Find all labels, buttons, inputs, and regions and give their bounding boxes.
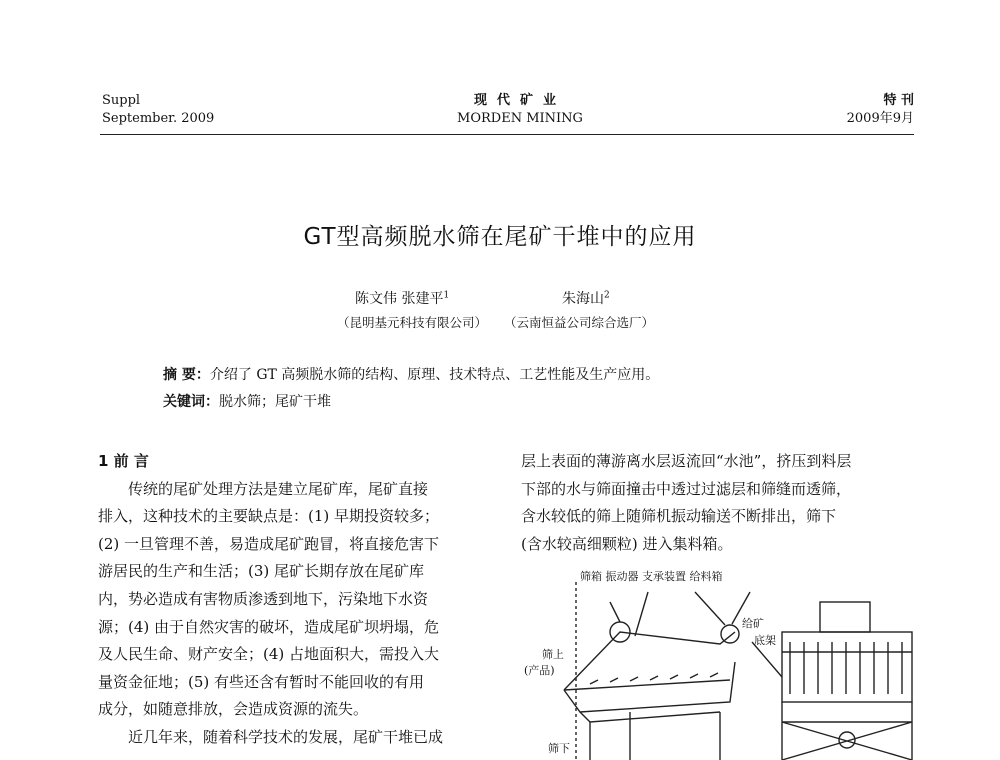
header-suppl: Suppl bbox=[102, 93, 141, 108]
journal-name-cn: 现代矿业 bbox=[473, 93, 566, 108]
article-title: GT型高频脱水筛在尾矿干堆中的应用 bbox=[303, 224, 697, 250]
body-line: 近几年来，随着科学技术的发展，尾矿干堆已成 bbox=[128, 727, 444, 746]
figure-label-feed: 给矿 bbox=[742, 617, 764, 630]
body-line: 层上表面的薄游离水层返流回“水池”，挤压到料层 bbox=[521, 452, 852, 470]
keywords bbox=[163, 391, 331, 411]
abstract-text: 介绍了 GT 高频脱水筛的结构、原理、技术特点、工艺性能及生产应用。 bbox=[209, 367, 660, 383]
body-line: 成分，如随意排放，会造成资源的流失。 bbox=[98, 700, 369, 719]
affiliation-1: （昆明基元科技有限公司） bbox=[337, 315, 488, 330]
header-date-en: September. 2009 bbox=[102, 111, 215, 126]
body-line: 排入，这种技术的主要缺点是：(1) 早期投资较多； bbox=[98, 507, 440, 526]
figure-label-base: 底架 bbox=[754, 634, 776, 647]
body-line: (含水较高细颗粒) 进入集料箱。 bbox=[521, 534, 733, 553]
keywords-label: 关键词： bbox=[163, 394, 219, 410]
body-line: 传统的尾矿处理方法是建立尾矿库，尾矿直接 bbox=[128, 479, 429, 498]
author-group-2 bbox=[562, 288, 610, 308]
header-special-issue: 特 刊 bbox=[883, 93, 914, 108]
body-line: 含水较低的筛上随筛机振动输送不断排出，筛下 bbox=[521, 507, 837, 526]
author-group-1 bbox=[355, 288, 449, 308]
author-names-2: 朱海山 bbox=[562, 291, 604, 307]
header-rule bbox=[100, 134, 914, 135]
screen-diagram-drawing bbox=[520, 562, 920, 760]
header-left bbox=[102, 92, 214, 128]
keywords-text: 脱水筛；尾矿干堆 bbox=[219, 394, 331, 410]
abstract-label: 摘 要： bbox=[163, 367, 210, 383]
body-line: (2) 一旦管理不善，易造成尾矿跑冒，将直接危害下 bbox=[98, 534, 440, 553]
header-center bbox=[420, 92, 620, 128]
body-line: 下部的水与筛面撞击中透过过滤层和筛缝而透筛， bbox=[521, 479, 852, 498]
section-heading: 1 前 言 bbox=[98, 452, 149, 470]
body-line: 游居民的生产和生活；(3) 尾矿长期存放在尾矿库 bbox=[98, 562, 425, 581]
journal-name-en: MORDEN MINING bbox=[457, 111, 583, 126]
body-line: 源；(4) 由于自然灾害的破坏，造成尾矿坝坍塌，危 bbox=[98, 617, 440, 636]
figure-label-product: (产品) bbox=[524, 664, 555, 677]
header-right bbox=[847, 92, 914, 128]
author-sup-1: 1 bbox=[443, 290, 450, 301]
body-line: 及人民生命、财产安全；(4) 占地面积大，需投入大 bbox=[98, 645, 440, 664]
body-line: 量资金征地；(5) 有些还含有暂时不能回收的有用 bbox=[98, 672, 425, 691]
figure-label-oversize: 筛上 bbox=[542, 648, 564, 661]
screen-diagram-figure bbox=[520, 562, 920, 760]
author-sup-2: 2 bbox=[604, 290, 610, 301]
affiliation-2: （云南恒益公司综合选厂） bbox=[504, 315, 655, 330]
figure-label-components: 筛箱 振动器 支承装置 给料箱 bbox=[580, 570, 723, 583]
body-column-left bbox=[98, 448, 494, 752]
header-date-cn: 2009年9月 bbox=[846, 111, 914, 126]
body-column-right bbox=[521, 448, 917, 558]
body-line: 内，势必造成有害物质渗透到地下，污染地下水资 bbox=[98, 589, 429, 608]
abstract bbox=[163, 364, 659, 384]
author-names-1: 陈文伟 张建平 bbox=[355, 291, 444, 307]
figure-label-undersize: 筛下 bbox=[548, 742, 570, 755]
